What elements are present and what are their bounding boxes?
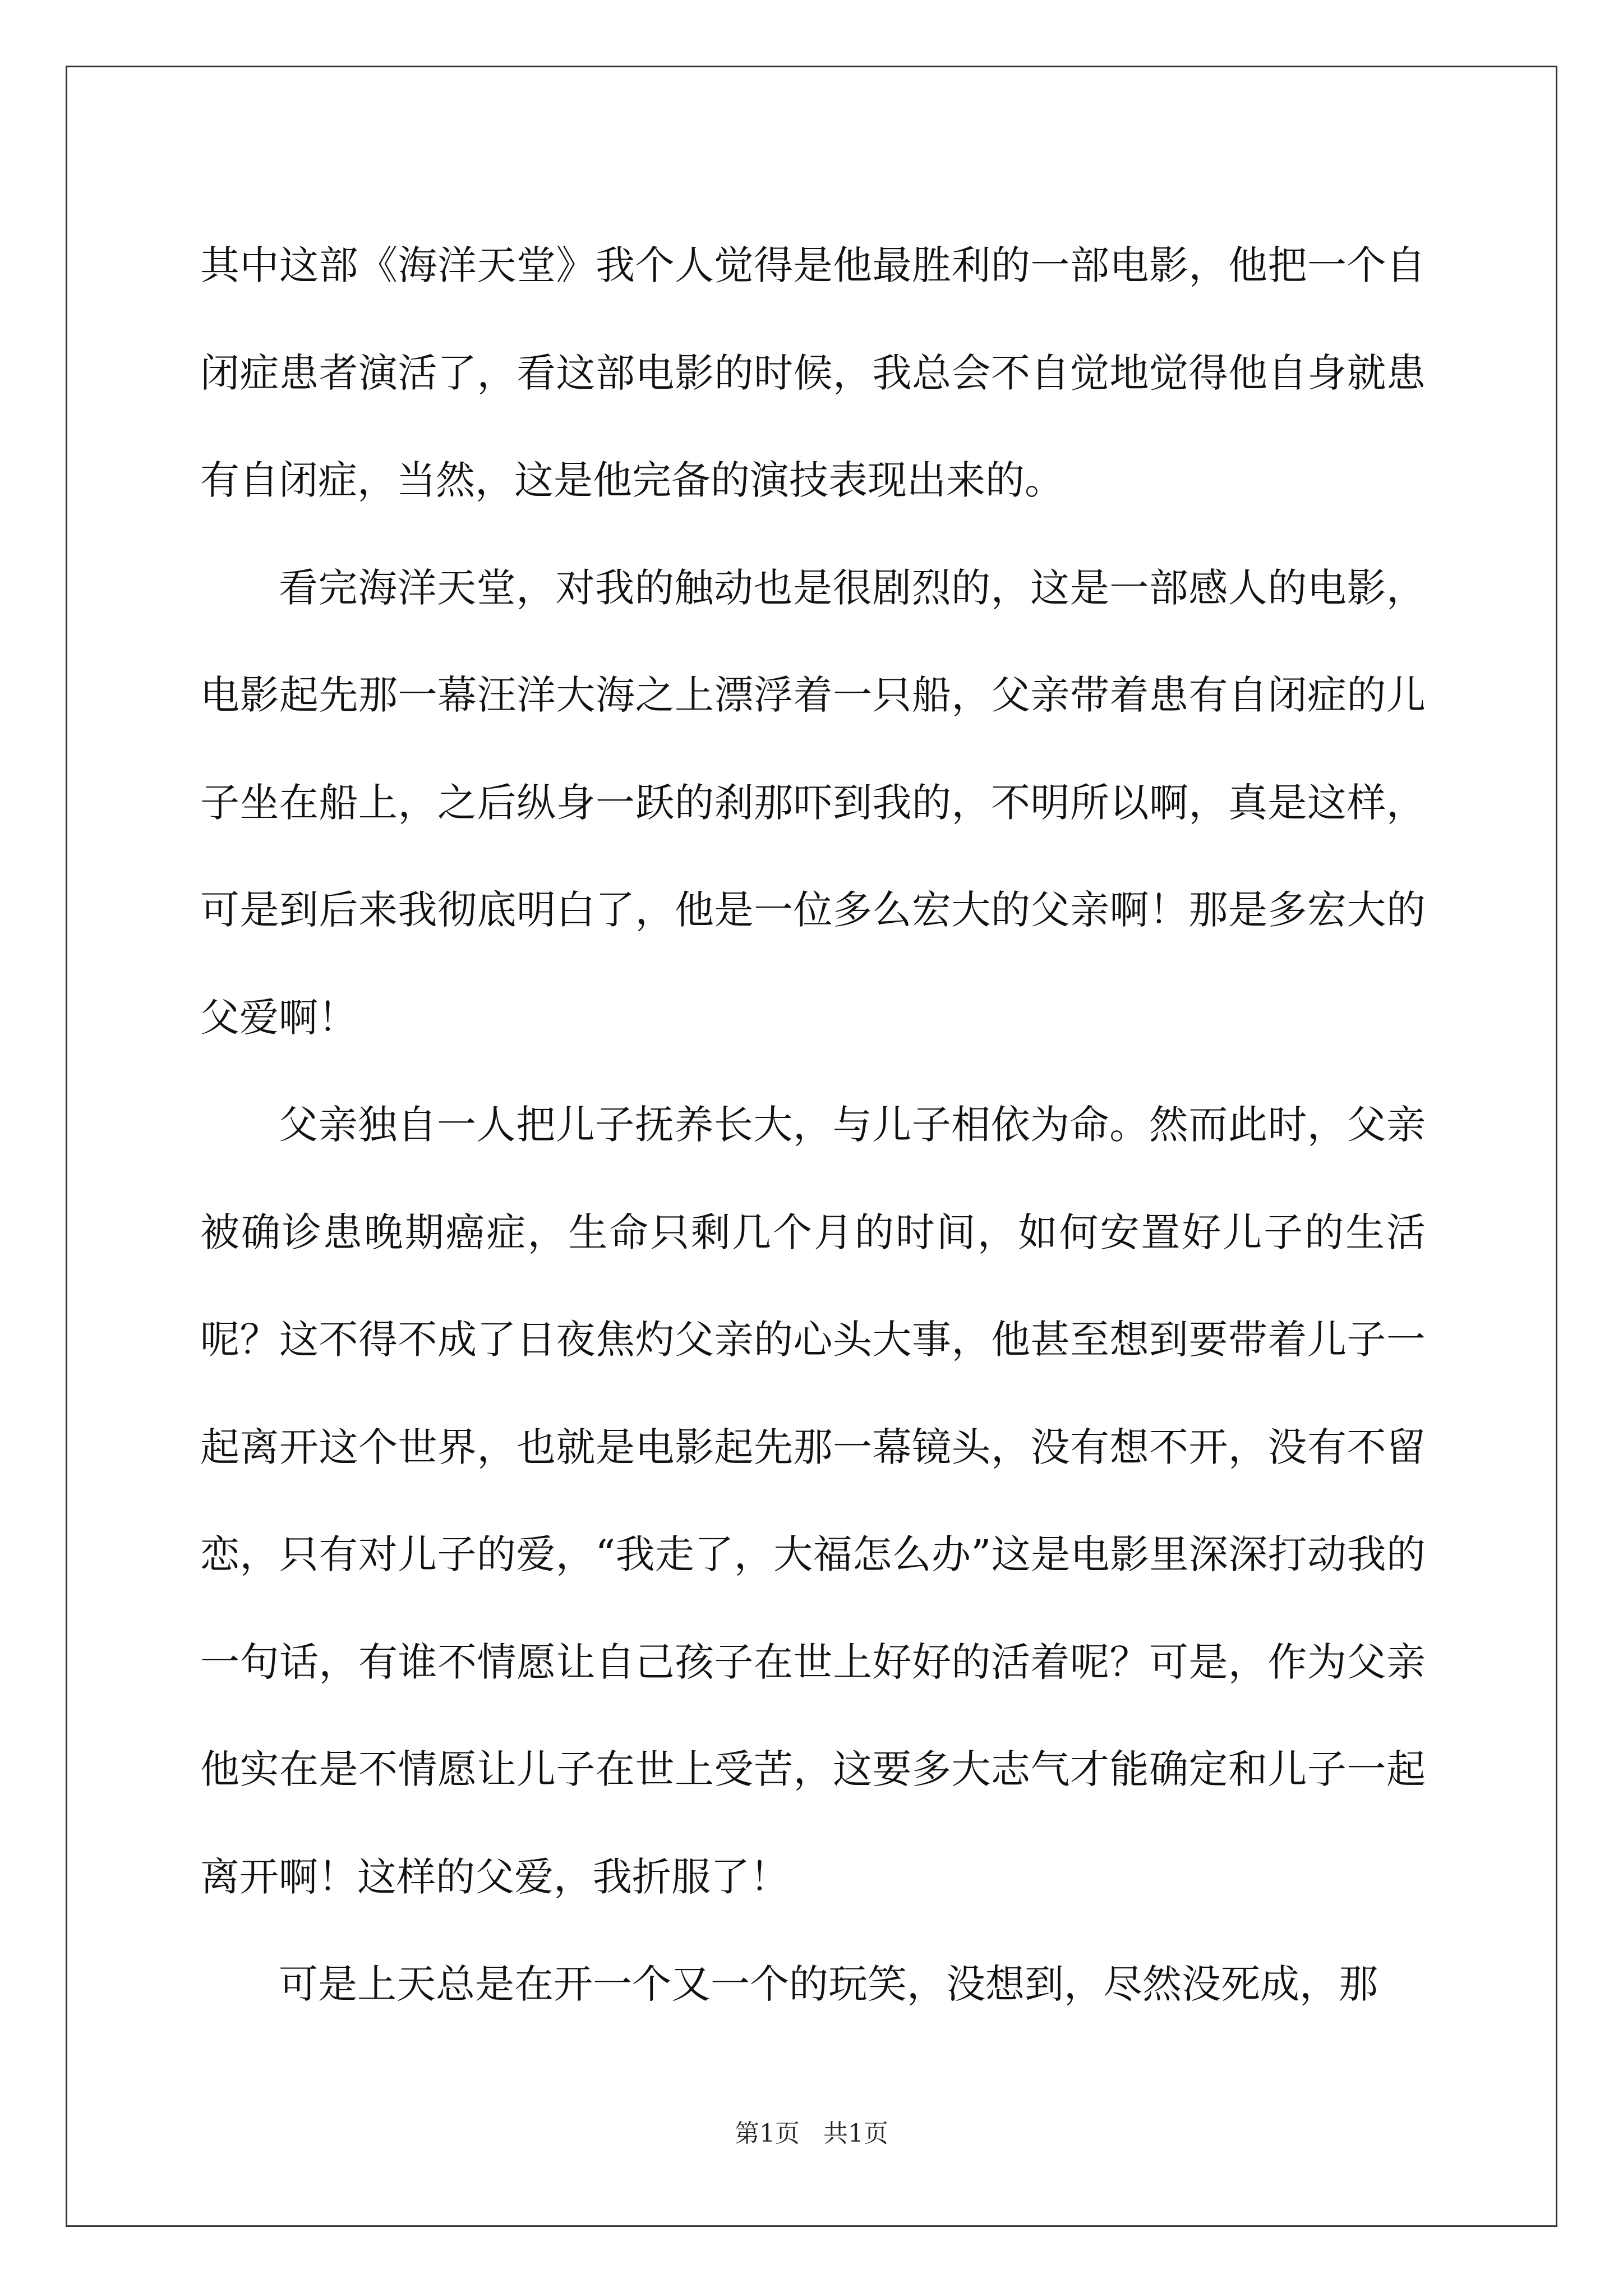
paragraph-3: 父亲独自一人把儿子抚养长大，与儿子相依为命。然而此时，父亲被确诊患晚期癌症，生命只剩几个月的时间，如何安置好儿子的生活呢？这不得不成了日夜焦灼父亲的心头大事，他甚至想到要带着儿子一起离开这个世界，也就是电影起先那一幕镜头，没有想不开，没有不留恋，只有对儿子的爱，“我走了，大福怎么办”这是电影里深深打动我的一句话，有谁不情愿让自己孩子在世上好好的活着呢？可是，作为父亲他实在是不情愿让儿子在世上受苦，这要多大志气才能确定和儿子一起离开啊！这样的父爱，我折服了！	[200, 1102, 1426, 1900]
paragraph-2: 看完海洋天堂，对我的触动也是很剧烈的，这是一部感人的电影，电影起先那一幕汪洋大海之上漂浮着一只船，父亲带着患有自闭症的儿子坐在船上，之后纵身一跃的刹那吓到我的，不明所以啊，真是这样，可是到后来我彻底明白了，他是一位多么宏大的父亲啊！那是多宏大的父爱啊！	[200, 564, 1426, 1041]
page-footer	[0, 2117, 1623, 2151]
document-body	[200, 212, 1426, 2039]
page-number-label: 第1页 共1页	[735, 2119, 888, 2148]
paragraph-1: 其中这部《海洋天堂》我个人觉得是他最胜利的一部电影，他把一个自闭症患者演活了，看这部电影的时候，我总会不自觉地觉得他自身就患有自闭症，当然，这是他完备的演技表现出来的。	[200, 242, 1426, 503]
paragraph-4: 可是上天总是在开一个又一个的玩笑，没想到，尽然没死成，那	[279, 1961, 1378, 2007]
